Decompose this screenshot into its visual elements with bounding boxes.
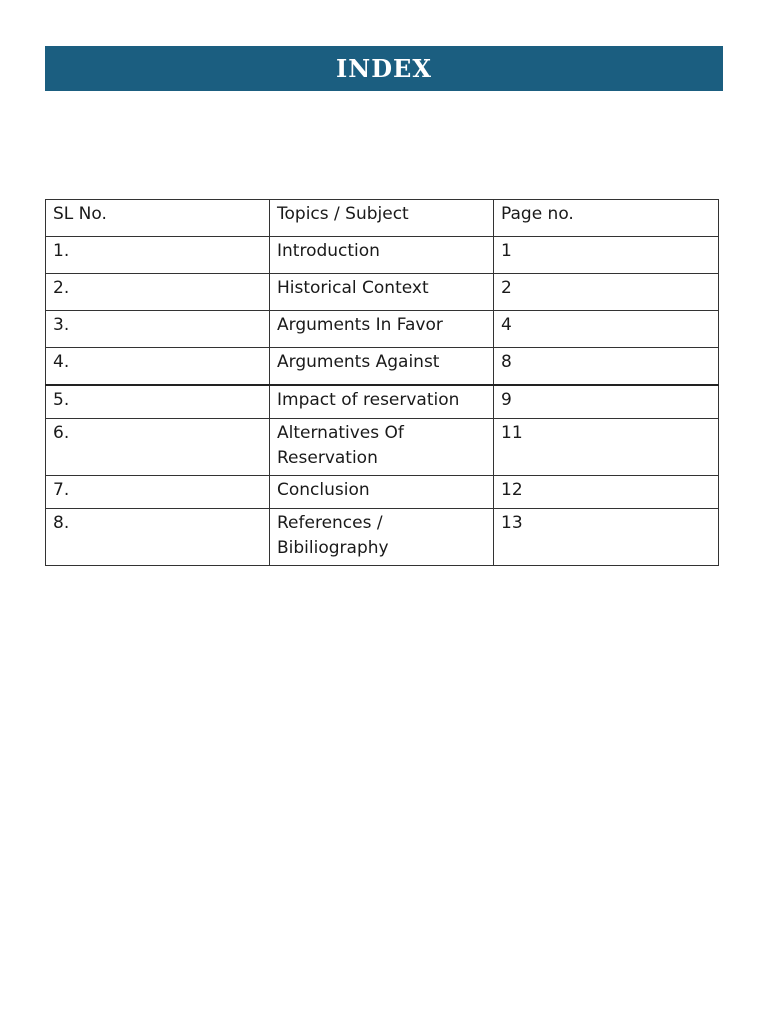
row-topic: Arguments Against [270, 348, 494, 386]
row-sl-no: 6. [46, 419, 270, 476]
row-topic: Introduction [270, 237, 494, 274]
header-page-no: Page no. [494, 200, 719, 237]
table-row [46, 311, 719, 348]
row-page-no: 11 [494, 419, 719, 476]
table-row [46, 385, 719, 419]
row-page-no: 2 [494, 274, 719, 311]
row-page-no: 1 [494, 237, 719, 274]
row-page-no: 12 [494, 476, 719, 509]
row-page-no: 8 [494, 348, 719, 386]
header-sl-no: SL No. [46, 200, 270, 237]
table-row [46, 237, 719, 274]
row-sl-no: 5. [46, 385, 270, 419]
row-topic: Conclusion [270, 476, 494, 509]
row-sl-no: 4. [46, 348, 270, 386]
table-row [46, 274, 719, 311]
row-topic: Impact of reservation [270, 385, 494, 419]
index-banner [45, 46, 723, 91]
row-page-no: 9 [494, 385, 719, 419]
table-row [46, 509, 719, 566]
row-page-no: 13 [494, 509, 719, 566]
row-sl-no: 8. [46, 509, 270, 566]
table-row [46, 476, 719, 509]
index-table [45, 199, 719, 566]
row-topic: Alternatives Of Reservation [270, 419, 494, 476]
row-topic: Arguments In Favor [270, 311, 494, 348]
row-sl-no: 2. [46, 274, 270, 311]
table-header-row [46, 200, 719, 237]
table-row [46, 419, 719, 476]
page-title: INDEX [336, 54, 432, 83]
row-topic: References / Bibiliography [270, 509, 494, 566]
header-topics-subject: Topics / Subject [270, 200, 494, 237]
row-sl-no: 7. [46, 476, 270, 509]
row-sl-no: 3. [46, 311, 270, 348]
row-sl-no: 1. [46, 237, 270, 274]
table-row [46, 348, 719, 386]
row-page-no: 4 [494, 311, 719, 348]
row-topic: Historical Context [270, 274, 494, 311]
